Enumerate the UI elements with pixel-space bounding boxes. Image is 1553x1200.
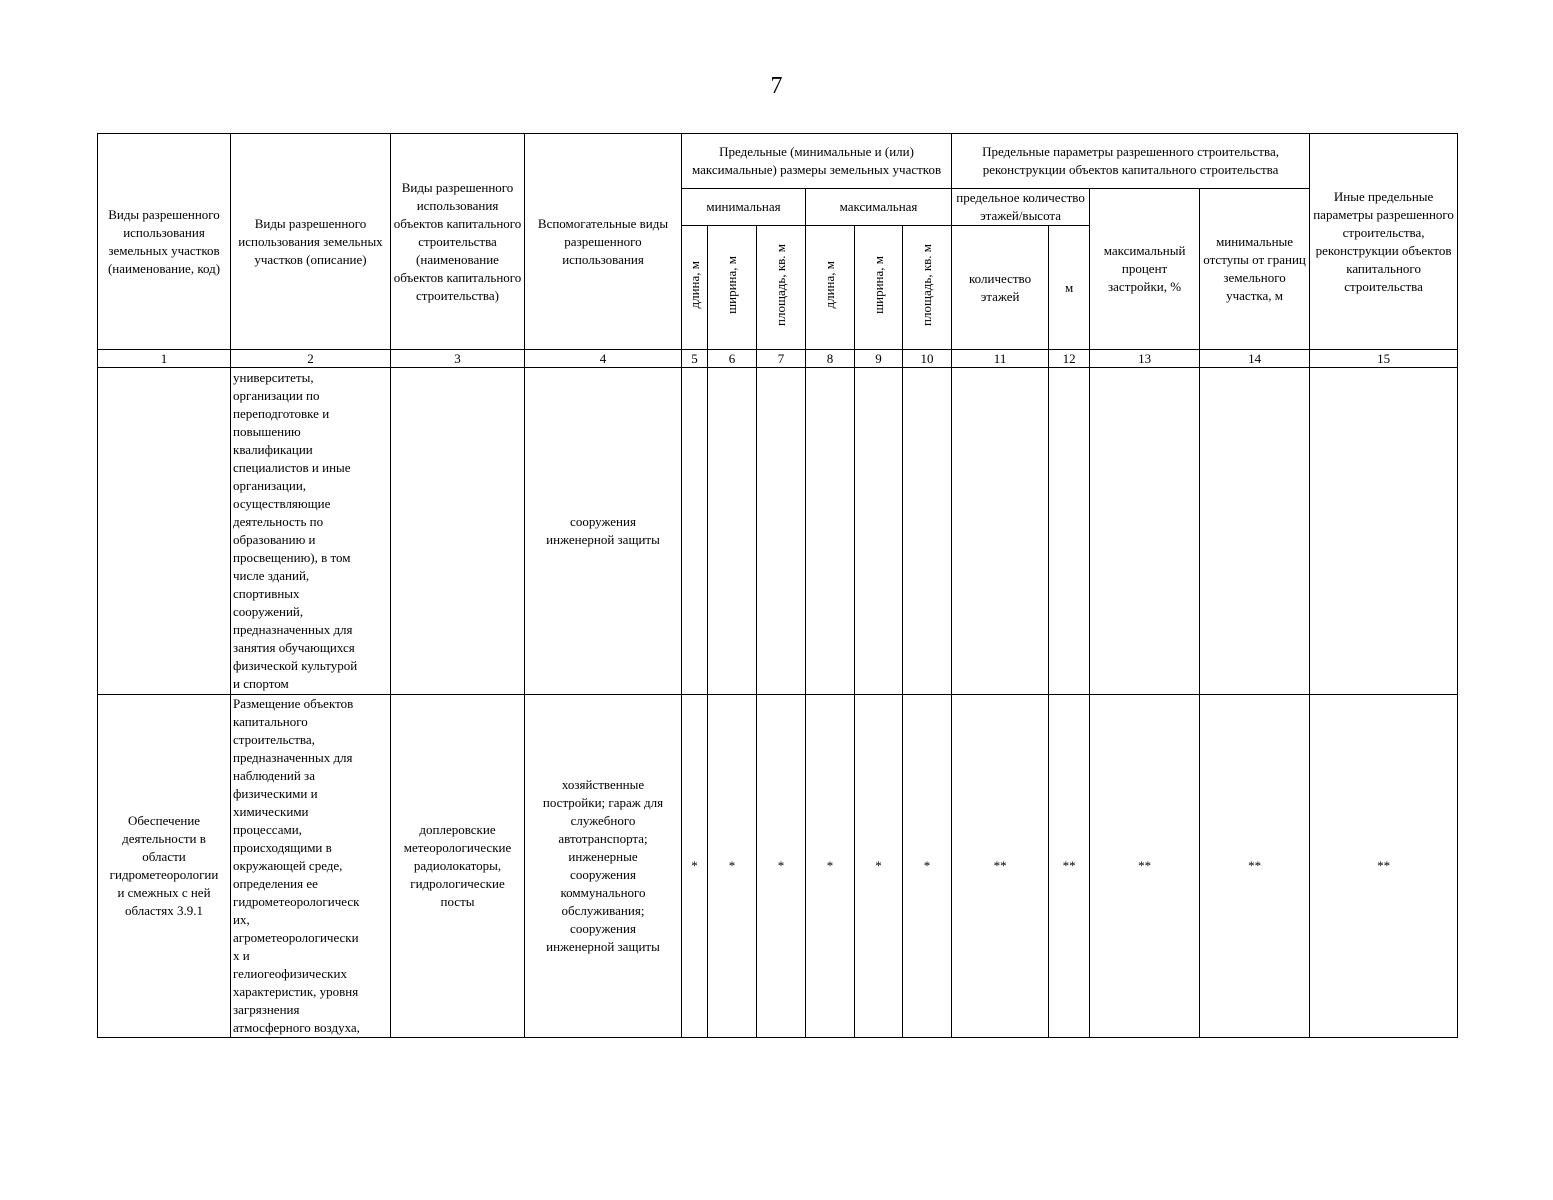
header-other-params: Иные предельные параметры разрешенного строительства, реконструкции объектов капитального строительства (1310, 134, 1458, 350)
header-min-setbacks: минимальные отступы от границ земельного участка, м (1200, 189, 1310, 350)
cell-value (757, 368, 806, 695)
header-plot-sizes: Предельные (минимальные и (или) максимальные) размеры земельных участков (682, 134, 952, 189)
column-number: 13 (1090, 350, 1200, 368)
cell-land-use-name (98, 368, 231, 695)
header-floors-count: количество этажей (952, 226, 1049, 350)
header-max-area: площадь, кв. м (903, 226, 952, 350)
cell-value: ** (952, 695, 1049, 1038)
cell-value: * (757, 695, 806, 1038)
cell-value (806, 368, 855, 695)
cell-value: * (806, 695, 855, 1038)
cell-value (1090, 368, 1200, 695)
cell-value: ** (1310, 695, 1458, 1038)
cell-value (708, 368, 757, 695)
column-number: 9 (855, 350, 903, 368)
header-construction-params: Предельные параметры разрешенного строительства, реконструкции объектов капитального строительства (952, 134, 1310, 189)
cell-auxiliary-use: хозяйственные постройки; гараж для служебного автотранспорта; инженерные сооружения коммунального обслуживания; сооружения инженерной защиты (525, 695, 682, 1038)
cell-value: * (682, 695, 708, 1038)
header-max-width: ширина, м (855, 226, 903, 350)
column-number: 7 (757, 350, 806, 368)
column-number: 2 (231, 350, 391, 368)
column-number: 12 (1049, 350, 1090, 368)
cell-value: ** (1049, 695, 1090, 1038)
cell-capital-objects (391, 368, 525, 695)
column-numbers-row (98, 350, 1458, 368)
header-maximal: максимальная (806, 189, 952, 226)
column-number: 14 (1200, 350, 1310, 368)
cell-value: * (708, 695, 757, 1038)
cell-value (1200, 368, 1310, 695)
page-number: 7 (770, 73, 783, 99)
column-number: 5 (682, 350, 708, 368)
cell-value: * (855, 695, 903, 1038)
cell-capital-objects: доплеровские метеорологические радиолокаторы, гидрологические посты (391, 695, 525, 1038)
cell-value (903, 368, 952, 695)
cell-value: ** (1090, 695, 1200, 1038)
cell-value: * (903, 695, 952, 1038)
column-number: 10 (903, 350, 952, 368)
cell-value (1310, 368, 1458, 695)
cell-value (1049, 368, 1090, 695)
column-number: 1 (98, 350, 231, 368)
cell-land-use-name: Обеспечение деятельности в области гидрометеорологии и смежных с ней областях 3.9.1 (98, 695, 231, 1038)
header-min-length: длина, м (682, 226, 708, 350)
header-max-length: длина, м (806, 226, 855, 350)
column-number: 8 (806, 350, 855, 368)
header-land-use-description: Виды разрешенного использования земельных участков (описание) (231, 134, 391, 350)
header-max-percent: максимальный процент застройки, % (1090, 189, 1200, 350)
header-land-use-name: Виды разрешенного использования земельных участков (наименование, код) (98, 134, 231, 350)
column-number: 15 (1310, 350, 1458, 368)
cell-value (855, 368, 903, 695)
regulations-table (97, 133, 1458, 1038)
cell-value (952, 368, 1049, 695)
cell-value: ** (1200, 695, 1310, 1038)
column-number: 3 (391, 350, 525, 368)
cell-value (682, 368, 708, 695)
cell-auxiliary-use: сооружения инженерной защиты (525, 368, 682, 695)
table-row (98, 368, 1458, 695)
header-capital-construction-use: Виды разрешенного использования объектов капитального строительства (наименование объектов капитального строительства) (391, 134, 525, 350)
header-min-width: ширина, м (708, 226, 757, 350)
column-number: 11 (952, 350, 1049, 368)
cell-description: Размещение объектов капитального строительства, предназначенных для наблюдений за физическими и химическими процессами, происходящими в окружающей среде, определения ее гидрометеорологическ их, агрометеорологически х и гелиогеофизических характеристик, уровня загрязнения атмосферного воздуха, (231, 695, 391, 1038)
header-floors-height: предельное количество этажей/высота (952, 189, 1090, 226)
column-number: 6 (708, 350, 757, 368)
header-minimal: минимальная (682, 189, 806, 226)
column-number: 4 (525, 350, 682, 368)
header-auxiliary-use: Вспомогательные виды разрешенного использования (525, 134, 682, 350)
table-row (98, 695, 1458, 1038)
header-meters: м (1049, 226, 1090, 350)
cell-description: университеты, организации по переподготовке и повышению квалификации специалистов и иные организации, осуществляющие деятельность по образованию и просвещению), в том числе зданий, спортивных сооружений, предназначенных для занятия обучающихся физической культурой и спортом (231, 368, 391, 695)
header-min-area: площадь, кв. м (757, 226, 806, 350)
